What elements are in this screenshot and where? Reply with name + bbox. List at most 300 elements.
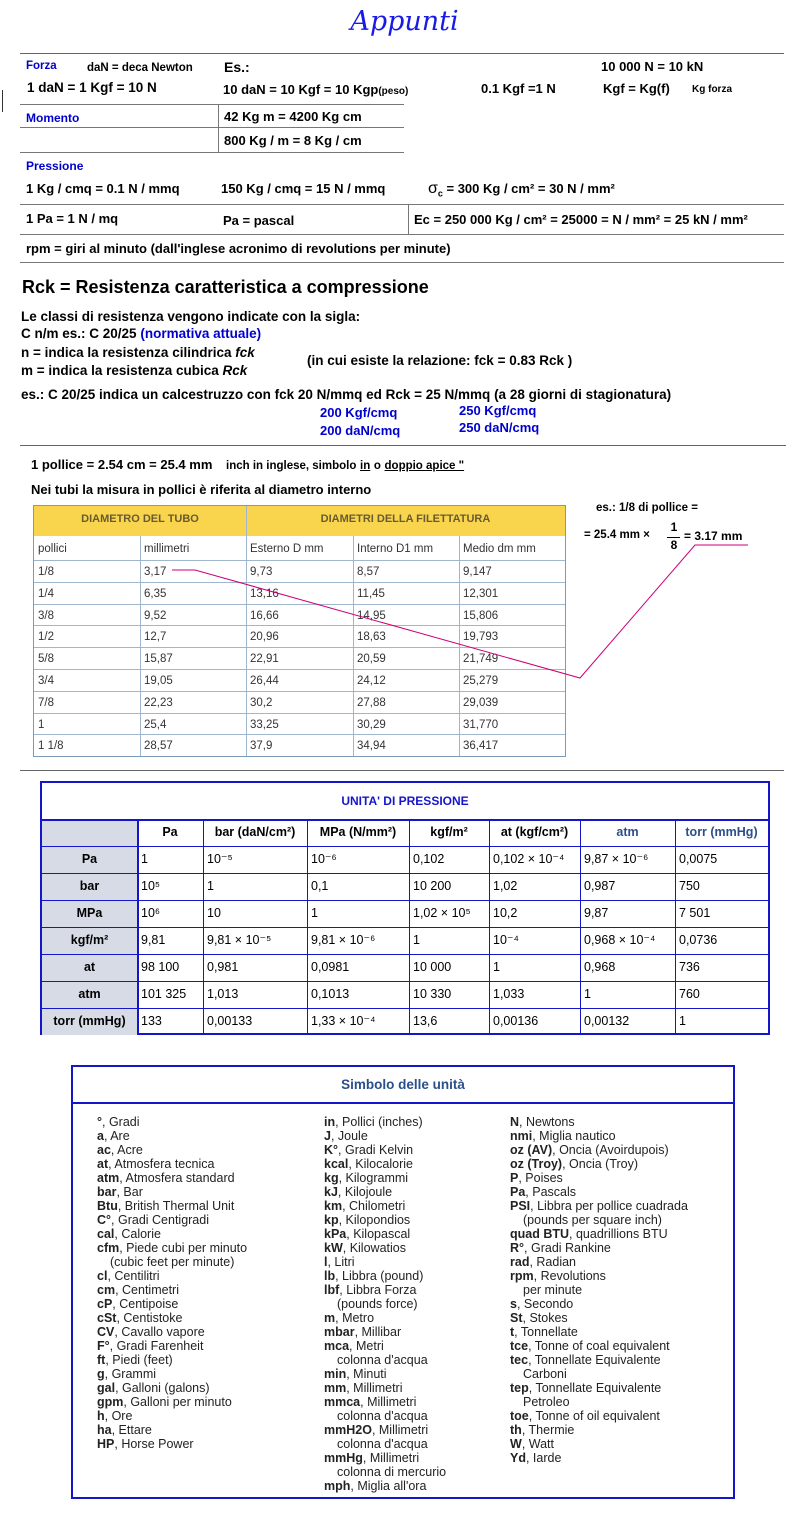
pressure-cell: 1 xyxy=(584,987,591,1001)
symbol-code: F° xyxy=(97,1339,110,1353)
symbol-code: R° xyxy=(510,1241,525,1255)
symbol-desc: , Millimetri xyxy=(346,1381,403,1395)
pressure-cell: 0,102 × 10⁻⁴ xyxy=(493,852,565,866)
symbol-code: rad xyxy=(510,1255,530,1269)
rck-l4-it: Rck xyxy=(222,363,248,378)
pipe-cell: 1/8 xyxy=(38,566,54,578)
symbol-code: lbf xyxy=(324,1283,340,1297)
symbol-code: HP xyxy=(97,1437,115,1451)
rck-l3-it: fck xyxy=(235,345,255,360)
symbol-entry xyxy=(510,1185,688,1199)
symbol-code: kp xyxy=(324,1213,339,1227)
pollice-l1-da: doppio apice " xyxy=(384,460,465,472)
pipe-cell: 1/4 xyxy=(38,587,54,600)
pressure-cell: 13,6 xyxy=(413,1014,438,1028)
pipe-cell: 22,23 xyxy=(144,696,173,709)
rck-l2-blue: (normativa attuale) xyxy=(140,326,262,341)
pipe-cell: 19,793 xyxy=(463,631,499,644)
symbol-desc: , Kilowatios xyxy=(342,1241,406,1255)
symbol-code: in xyxy=(324,1115,336,1129)
symbol-desc: , Chilometri xyxy=(342,1199,406,1213)
grid-line xyxy=(42,927,768,928)
symbol-desc: , Are xyxy=(103,1129,130,1143)
pipe-cell: 1 1/8 xyxy=(38,740,64,753)
pipe-cell: 15,87 xyxy=(144,653,173,666)
symbol-desc: , Secondo xyxy=(516,1297,574,1311)
symbol-entry xyxy=(97,1241,247,1255)
symbol-entry xyxy=(510,1297,688,1311)
symbol-desc: (cubic feet per minute) xyxy=(110,1255,235,1269)
symbol-desc: , Atmosfera standard xyxy=(119,1171,235,1185)
symbol-desc: , Libbra Forza xyxy=(339,1283,417,1297)
symbol-entry xyxy=(324,1283,446,1297)
pressure-cell: 1,013 xyxy=(207,987,239,1001)
symbol-entry xyxy=(97,1255,247,1269)
pressure-row-header: at xyxy=(42,954,137,981)
pipe-cell: 12,7 xyxy=(144,631,167,644)
pipe-cell: 30,29 xyxy=(357,718,386,731)
pressure-cell: 760 xyxy=(679,987,700,1001)
pipe-cell: 26,44 xyxy=(250,675,279,687)
pressure-header: kgf/m² xyxy=(430,825,468,839)
symbol-entry xyxy=(97,1367,247,1381)
pollice-result: = 3.17 mm xyxy=(684,529,743,543)
grid-line xyxy=(489,819,490,1035)
pipe-cell: 16,66 xyxy=(250,609,279,622)
symbol-entry xyxy=(510,1171,688,1185)
symbol-desc: per minute xyxy=(523,1283,583,1297)
symbol-desc: , Stokes xyxy=(522,1311,568,1325)
pressure-cell: 736 xyxy=(679,960,700,974)
pressure-cell: 0,00136 xyxy=(493,1014,539,1028)
symbol-code: kcal xyxy=(324,1157,349,1171)
momento-label: Momento xyxy=(26,111,80,125)
symbol-desc: colonna d'acqua xyxy=(337,1437,428,1451)
symbols-col-1 xyxy=(97,1115,247,1451)
symbol-entry xyxy=(510,1381,688,1395)
grid-line xyxy=(307,819,308,1035)
symbol-code: cfm xyxy=(97,1241,120,1255)
pressure-cell: 0,00133 xyxy=(207,1014,253,1028)
pressure-cell: 1,02 × 10⁵ xyxy=(413,906,471,920)
pipe-cell: 25,279 xyxy=(463,675,499,687)
symbol-code: g xyxy=(97,1367,105,1381)
symbol-desc: , Iarde xyxy=(525,1451,562,1465)
symbol-code: mm xyxy=(324,1381,347,1395)
pressure-table xyxy=(40,781,770,1035)
pipe-cell: 20,59 xyxy=(357,653,386,666)
symbol-desc: , Tonnellate Equivalente xyxy=(528,1381,662,1395)
symbol-desc: colonna d'acqua xyxy=(337,1409,428,1423)
p3-val: = 300 Kg / cm² = 30 N / mm² xyxy=(442,181,615,196)
pressure-cell: 10⁻⁵ xyxy=(207,852,233,866)
pressure-cell: 10 000 xyxy=(413,960,452,974)
symbol-desc: , Miglia nautico xyxy=(532,1129,616,1143)
symbol-desc: , Revolutions xyxy=(533,1269,606,1283)
pressure-cell: 0,0736 xyxy=(679,933,718,947)
pipe-header-2: DIAMETRI DELLA FILETTATURA xyxy=(246,506,565,536)
pressure-cell: 0,0981 xyxy=(311,960,350,974)
symbol-desc: , Acre xyxy=(110,1143,143,1157)
symbol-code: mmH2O xyxy=(324,1423,372,1437)
symbol-code: mbar xyxy=(324,1325,355,1339)
pressure-cell: 10⁶ xyxy=(141,906,161,920)
symbol-entry xyxy=(324,1269,446,1283)
pipe-cell: 9,73 xyxy=(250,566,273,578)
symbol-code: Yd xyxy=(510,1451,526,1465)
pressure-cell: 1 xyxy=(679,1014,686,1028)
pipe-cell: 1 xyxy=(38,718,45,731)
symbol-code: Btu xyxy=(97,1199,118,1213)
pressure-header: atm xyxy=(616,825,639,839)
symbol-entry xyxy=(510,1269,688,1283)
pressure-cell: 10 xyxy=(207,906,221,920)
symbol-entry xyxy=(324,1311,446,1325)
symbol-desc: , Radian xyxy=(529,1255,577,1269)
pipe-cell: 13,16 xyxy=(250,587,279,600)
grid-line xyxy=(42,819,768,821)
pollice-l2: Nei tubi la misura in pollici è riferita al diametro interno xyxy=(31,482,372,497)
pipe-cell: 31,770 xyxy=(463,718,499,731)
symbol-desc: , Tonne of coal equivalent xyxy=(528,1339,670,1353)
symbol-desc: , Gradi Farenheit xyxy=(109,1339,204,1353)
pressure-cell: 0,981 xyxy=(207,960,239,974)
kgm: 42 Kg m = 4200 Kg cm xyxy=(224,109,362,124)
pa1: 1 Pa = 1 N / mq xyxy=(26,211,119,226)
pressure-cell: 0,1013 xyxy=(311,987,350,1001)
symbol-entry xyxy=(324,1241,446,1255)
pressure-cell: 7 501 xyxy=(679,906,711,920)
symbol-entry xyxy=(97,1339,247,1353)
grid-line xyxy=(580,819,581,1035)
symbol-entry xyxy=(97,1353,247,1367)
symbol-desc: , Miglia all'ora xyxy=(350,1479,427,1493)
grid-line xyxy=(137,819,139,1035)
symbol-code: atm xyxy=(97,1171,120,1185)
pollice-l1-in: in xyxy=(360,460,371,472)
symbol-code: cP xyxy=(97,1297,113,1311)
symbol-code: l xyxy=(324,1255,328,1269)
pipe-cell: 9,147 xyxy=(463,566,492,578)
symbol-code: C° xyxy=(97,1213,112,1227)
symbol-code: rpm xyxy=(510,1269,534,1283)
pressure-cell: 10 330 xyxy=(413,987,452,1001)
rck-l2-text: C n/m es.: C 20/25 xyxy=(21,326,137,341)
pipe-cell: 33,25 xyxy=(250,718,279,731)
symbol-desc: (pounds per square inch) xyxy=(523,1213,662,1227)
rck-l1: Le classi di resistenza vengono indicate con la sigla: xyxy=(21,309,361,324)
pressure-cell: 98 100 xyxy=(141,960,180,974)
pressure-cell: 0,968 xyxy=(584,960,616,974)
kgf-f: Kgf = Kg(f) xyxy=(603,81,670,96)
pipe-cell: 28,57 xyxy=(144,740,173,753)
pressure-cell: 1 xyxy=(141,852,148,866)
symbol-entry xyxy=(97,1227,247,1241)
symbol-entry xyxy=(97,1381,247,1395)
pollice-es1: es.: 1/8 di pollice = xyxy=(596,502,698,514)
symbol-entry xyxy=(510,1339,688,1353)
symbol-entry xyxy=(97,1185,247,1199)
symbol-entry xyxy=(324,1339,446,1353)
symbol-code: cm xyxy=(97,1283,116,1297)
symbol-desc: , Metri xyxy=(349,1339,384,1353)
symbol-code: P xyxy=(510,1171,519,1185)
symbol-code: kJ xyxy=(324,1185,338,1199)
symbol-entry xyxy=(97,1409,247,1423)
grid-line xyxy=(42,954,768,955)
symbol-desc: , Joule xyxy=(330,1129,368,1143)
symbol-code: N xyxy=(510,1115,520,1129)
symbol-code: bar xyxy=(97,1185,117,1199)
symbol-code: tce xyxy=(510,1339,529,1353)
pressure-cell: 9,81 xyxy=(141,933,166,947)
pressure-cell: 10 200 xyxy=(413,879,452,893)
ec: Ec = 250 000 Kg / cm² = 25000 = N / mm² = 25 kN / mm² xyxy=(414,212,748,227)
pressure-cell: 101 325 xyxy=(141,987,187,1001)
symbol-code: CV xyxy=(97,1325,115,1339)
symbol-code: gal xyxy=(97,1381,116,1395)
symbol-code: PSI xyxy=(510,1199,531,1213)
symbol-code: cal xyxy=(97,1227,115,1241)
pressure-cell: 0,102 xyxy=(413,852,445,866)
pressure-header: MPa (N/mm²) xyxy=(319,825,397,839)
symbol-entry xyxy=(97,1437,247,1451)
pipe-header-1: DIAMETRO DEL TUBO xyxy=(34,506,246,536)
symbol-entry xyxy=(97,1325,247,1339)
pressure-cell: 9,81 × 10⁻⁵ xyxy=(207,933,272,947)
symbol-entry xyxy=(324,1465,446,1479)
symbol-code: gpm xyxy=(97,1395,124,1409)
col-esterno: Esterno D mm xyxy=(250,543,324,555)
pressure-cell: 1,33 × 10⁻⁴ xyxy=(311,1014,376,1028)
symbol-code: mmHg xyxy=(324,1451,363,1465)
symbol-desc: , Libbra per pollice cuadrada xyxy=(530,1199,688,1213)
symbols-col-3 xyxy=(510,1115,688,1465)
pressure-cell: 750 xyxy=(679,879,700,893)
symbol-code: t xyxy=(510,1325,515,1339)
symbol-desc: , Kilopondios xyxy=(338,1213,411,1227)
symbol-entry xyxy=(324,1367,446,1381)
symbol-code: min xyxy=(324,1367,347,1381)
symbol-entry xyxy=(324,1129,446,1143)
symbol-entry xyxy=(510,1115,688,1129)
symbol-desc: , Gradi Kelvin xyxy=(338,1143,414,1157)
rck-b3: 250 Kgf/cmq xyxy=(459,403,537,418)
symbol-entry xyxy=(324,1423,446,1437)
kg-forza: Kg forza xyxy=(692,84,732,95)
pressure-cell: 10⁵ xyxy=(141,879,161,893)
symbol-code: tep xyxy=(510,1381,529,1395)
pipe-cell: 34,94 xyxy=(357,740,386,753)
pollice-l1-o: o xyxy=(373,460,381,472)
symbol-entry xyxy=(97,1199,247,1213)
symbol-code: W xyxy=(510,1437,522,1451)
symbol-entry xyxy=(324,1297,446,1311)
pipe-cell: 9,52 xyxy=(144,609,167,622)
col-medio: Medio dm mm xyxy=(463,543,536,555)
symbol-entry xyxy=(97,1395,247,1409)
pressure-cell: 1,02 xyxy=(493,879,518,893)
symbol-entry xyxy=(324,1451,446,1465)
symbol-entry xyxy=(97,1129,247,1143)
sigma: σ xyxy=(428,180,438,197)
symbol-desc: , Bar xyxy=(116,1185,143,1199)
pollice-l1-main: 1 pollice = 2.54 cm = 25.4 mm xyxy=(31,457,213,472)
symbol-entry xyxy=(510,1409,688,1423)
symbol-entry xyxy=(324,1115,446,1129)
symbol-desc: , British Thermal Unit xyxy=(117,1199,235,1213)
symbol-desc: , Millibar xyxy=(354,1325,402,1339)
symbol-entry xyxy=(510,1367,688,1381)
grid-line xyxy=(42,981,768,982)
symbol-desc: , Kilojoule xyxy=(337,1185,393,1199)
symbol-desc: , Centipoise xyxy=(112,1297,179,1311)
symbol-desc: , Tonne of oil equivalent xyxy=(528,1409,660,1423)
symbol-code: quad BTU xyxy=(510,1227,570,1241)
rpm: rpm = giri al minuto (dall'inglese acronimo di revolutions per minute) xyxy=(26,241,451,256)
symbol-entry xyxy=(510,1451,688,1465)
pipe-cell: 22,91 xyxy=(250,653,279,666)
symbol-code: h xyxy=(97,1409,105,1423)
pressure-row-header: MPa xyxy=(42,900,137,927)
symbol-desc: , Ore xyxy=(104,1409,133,1423)
symbol-desc: colonna di mercurio xyxy=(337,1465,447,1479)
dan-kgf: 1 daN = 1 Kgf = 10 N xyxy=(27,80,157,95)
symbol-code: mmca xyxy=(324,1395,361,1409)
pipe-cell: 25,4 xyxy=(144,718,167,731)
pipe-cell: 5/8 xyxy=(38,653,54,666)
symbol-code: a xyxy=(97,1129,104,1143)
symbol-entry xyxy=(510,1325,688,1339)
symbol-desc: (pounds force) xyxy=(337,1297,418,1311)
pressure-row-header: torr (mmHg) xyxy=(42,1008,137,1035)
p1: 1 Kg / cmq = 0.1 N / mmq xyxy=(26,181,180,196)
rck-b1: 200 Kgf/cmq xyxy=(320,405,398,420)
symbol-desc: , Gradi Centigradi xyxy=(111,1213,209,1227)
pipe-cell: 7/8 xyxy=(38,696,54,709)
kgf-n: 0.1 Kgf =1 N xyxy=(481,81,556,96)
col-pollici: pollici xyxy=(38,543,67,555)
symbol-entry xyxy=(97,1423,247,1437)
col-millimetri: millimetri xyxy=(144,543,190,555)
pressure-cell: 9,81 × 10⁻⁶ xyxy=(311,933,376,947)
symbol-desc: , Gradi Rankine xyxy=(524,1241,611,1255)
pipe-cell: 3/4 xyxy=(38,675,54,687)
pipe-cell: 30,2 xyxy=(250,696,273,709)
symbol-desc: , Pascals xyxy=(525,1185,577,1199)
symbol-entry xyxy=(510,1437,688,1451)
pressione-label: Pressione xyxy=(26,159,84,173)
symbol-code: kPa xyxy=(324,1227,347,1241)
symbol-entry xyxy=(510,1283,688,1297)
pressure-cell: 1 xyxy=(413,933,420,947)
symbol-entry xyxy=(324,1227,446,1241)
pipe-cell: 3/8 xyxy=(38,609,54,622)
pressure-cell: 1 xyxy=(207,879,214,893)
es-label: Es.: xyxy=(224,59,250,75)
kgm2: 800 Kg / m = 8 Kg / cm xyxy=(224,133,362,148)
symbol-code: at xyxy=(97,1157,109,1171)
symbol-entry xyxy=(324,1437,446,1451)
symbol-desc: , Horse Power xyxy=(114,1437,194,1451)
symbols-box xyxy=(71,1065,735,1499)
pressure-cell: 133 xyxy=(141,1014,162,1028)
symbol-entry xyxy=(324,1395,446,1409)
symbol-entry xyxy=(510,1423,688,1437)
symbol-desc: , Millimetri xyxy=(371,1423,429,1437)
rck-heading: Rck = Resistenza caratteristica a compressione xyxy=(22,277,429,297)
symbol-code: s xyxy=(510,1297,517,1311)
rck-l4-text: m = indica la resistenza cubica xyxy=(21,363,219,378)
rck-b2: 200 daN/cmq xyxy=(320,423,401,438)
grid-line xyxy=(409,819,410,1035)
pipe-cell: 15,806 xyxy=(463,609,499,622)
symbol-desc: , Libbra (pound) xyxy=(335,1269,424,1283)
symbol-desc: , Gradi xyxy=(102,1115,140,1129)
symbol-desc: , Galloni (galons) xyxy=(115,1381,210,1395)
symbol-code: J xyxy=(324,1129,331,1143)
pipe-cell: 24,12 xyxy=(357,675,386,687)
symbol-code: mph xyxy=(324,1479,351,1493)
pressure-header: Pa xyxy=(162,825,178,839)
symbol-code: th xyxy=(510,1423,522,1437)
symbol-entry xyxy=(324,1479,446,1493)
symbol-desc: , quadrillions BTU xyxy=(569,1227,668,1241)
symbol-desc: colonna d'acqua xyxy=(337,1353,428,1367)
symbol-desc: , Metro xyxy=(335,1311,375,1325)
symbol-desc: , Galloni per minuto xyxy=(123,1395,232,1409)
symbol-desc: , Oncia (Troy) xyxy=(562,1157,639,1171)
pipe-cell: 37,9 xyxy=(250,740,273,753)
symbol-desc: , Poises xyxy=(518,1171,563,1185)
symbol-entry xyxy=(510,1395,688,1409)
symbol-code: kW xyxy=(324,1241,343,1255)
pressure-header xyxy=(42,819,137,846)
symbol-desc: , Litri xyxy=(327,1255,355,1269)
page-title: Appunti xyxy=(350,6,459,37)
col-interno: Interno D1 mm xyxy=(357,543,434,555)
symbol-code: km xyxy=(324,1199,343,1213)
pipe-cell: 21,749 xyxy=(463,653,499,666)
grid-line xyxy=(42,873,768,874)
symbol-desc: , Ettare xyxy=(111,1423,152,1437)
symbol-desc: , Piedi (feet) xyxy=(105,1353,173,1367)
pressure-cell: 10⁻⁶ xyxy=(311,852,337,866)
symbol-desc: , Centistoke xyxy=(116,1311,183,1325)
symbol-code: ac xyxy=(97,1143,111,1157)
pressure-row-header: atm xyxy=(42,981,137,1008)
rck-b4: 250 daN/cmq xyxy=(459,420,540,435)
symbol-entry xyxy=(510,1255,688,1269)
symbol-entry xyxy=(510,1157,688,1171)
symbol-desc: , Watt xyxy=(521,1437,554,1451)
symbol-entry xyxy=(324,1255,446,1269)
symbol-desc: , Millimetri xyxy=(362,1451,420,1465)
symbol-code: lb xyxy=(324,1269,336,1283)
symbol-entry xyxy=(97,1311,247,1325)
pipe-cell: 3,17 xyxy=(144,566,167,578)
pollice-es2: = 25.4 mm × xyxy=(584,529,650,541)
symbol-entry xyxy=(97,1283,247,1297)
pressure-cell: 10,2 xyxy=(493,906,518,920)
symbol-desc: , Oncia (Avoirdupois) xyxy=(552,1143,669,1157)
pollice-l1-small: inch in inglese, simbolo xyxy=(226,460,357,472)
symbol-desc: , Piede cubi per minuto xyxy=(119,1241,248,1255)
symbol-entry xyxy=(324,1213,446,1227)
symbol-entry xyxy=(510,1311,688,1325)
grid-line xyxy=(42,900,768,901)
symbol-entry xyxy=(324,1381,446,1395)
